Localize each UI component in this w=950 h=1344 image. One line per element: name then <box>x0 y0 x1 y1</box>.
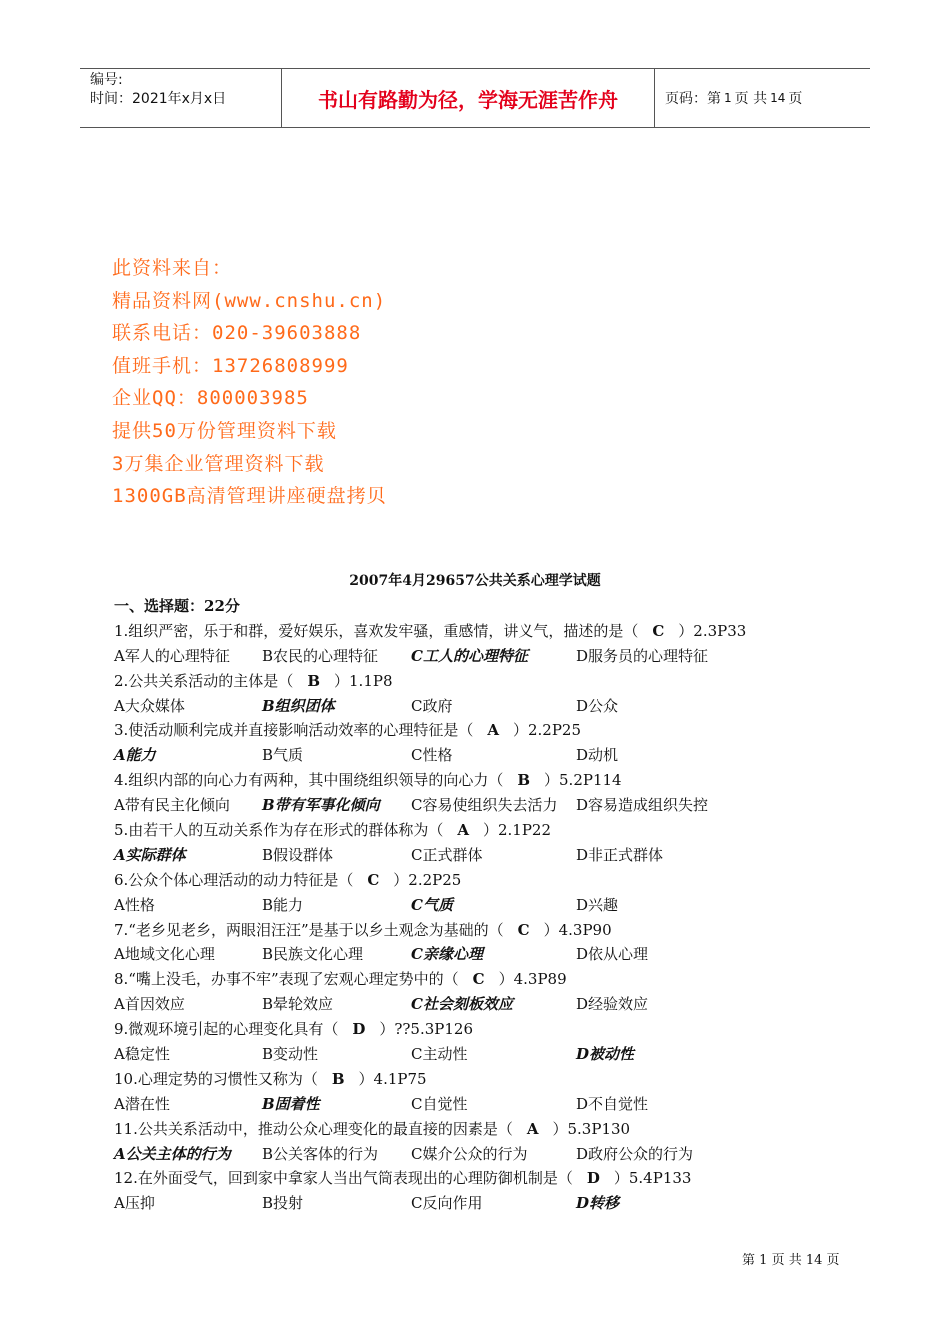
option-row <box>114 743 854 768</box>
option: D兴趣 <box>576 895 619 914</box>
option: B变动性 <box>262 1045 319 1064</box>
option-correct: C社会刻板效应 <box>411 995 513 1014</box>
page-total: 14 <box>770 91 786 105</box>
question-reference: ）5.2P114 <box>544 771 622 790</box>
question-reference: ）2.3P33 <box>678 621 747 640</box>
page-header <box>80 68 870 128</box>
question-stem <box>114 818 854 843</box>
question-text: 5.由若干人的互动关系作为存在形式的群体称为（ <box>114 821 444 840</box>
option-correct: D被动性 <box>576 1045 635 1064</box>
section-heading: 一、选择题：22分 <box>114 597 240 615</box>
question-stem <box>114 1117 854 1142</box>
promo-line: 企业QQ：800003985 <box>112 387 309 410</box>
option-row <box>114 843 854 868</box>
option-correct: C亲缘心理 <box>411 945 483 964</box>
question-reference: ）2.2P25 <box>393 870 462 889</box>
question-stem <box>114 768 854 793</box>
option-correct: B固着性 <box>262 1094 320 1113</box>
question-text: 8.“嘴上没毛，办事不牢”表现了宏观心理定势中的（ <box>114 970 459 989</box>
footer-suffix: 页 <box>826 1253 840 1268</box>
header-motto: 书山有路勤为径，学海无涯苦作舟 <box>282 69 655 127</box>
footer-total: 14 <box>805 1253 823 1268</box>
option: B晕轮效应 <box>262 995 334 1014</box>
question-text: 12.在外面受气，回到家中拿家人当出气筒表现出的心理防御机制是（ <box>114 1169 573 1188</box>
option: A军人的心理特征 <box>114 646 230 665</box>
header-meta <box>80 69 282 127</box>
question-reference: ）4.3P89 <box>498 970 567 989</box>
question-answer: D <box>586 1169 600 1188</box>
option: D依从心理 <box>576 945 649 964</box>
option-correct: A实际群体 <box>114 845 186 864</box>
question-stem <box>114 967 854 992</box>
question-reference: ）4.3P90 <box>543 920 612 939</box>
question-stem <box>114 619 854 644</box>
option-row <box>114 992 854 1017</box>
option: A稳定性 <box>114 1045 170 1064</box>
option-row <box>114 1042 854 1067</box>
question-answer: A <box>487 721 499 740</box>
question-answer: B <box>517 771 531 790</box>
question-text: 4.组织内部的向心力有两种，其中围绕组织领导的向心力（ <box>114 771 504 790</box>
question-answer: B <box>331 1069 345 1088</box>
question-answer: C <box>367 870 380 889</box>
option: B农民的心理特征 <box>262 646 379 665</box>
promo-line: 此资料来自： <box>112 257 233 279</box>
page-prefix: 页码：第 <box>665 91 721 107</box>
question-answer: A <box>457 821 469 840</box>
number-label: 编号: <box>90 72 123 88</box>
question-reference: ）1.1P8 <box>334 671 393 690</box>
footer-prefix: 第 <box>742 1253 756 1268</box>
option: C正式群体 <box>411 845 483 864</box>
option: D不自觉性 <box>576 1094 649 1113</box>
question-stem <box>114 1166 854 1191</box>
header-page-number <box>655 69 870 127</box>
option-row <box>114 893 854 918</box>
option-row <box>114 1191 854 1216</box>
question-answer: C <box>472 970 485 989</box>
option-row <box>114 644 854 669</box>
option: B公关客体的行为 <box>262 1144 379 1163</box>
question-reference: ）??5.3P126 <box>379 1020 474 1039</box>
page-mid: 页 共 <box>734 91 768 107</box>
page-current: 1 <box>724 91 732 105</box>
option-correct: A能力 <box>114 746 156 765</box>
question-text: 2.公共关系活动的主体是（ <box>114 671 294 690</box>
question-answer: D <box>352 1020 366 1039</box>
option: B假设群体 <box>262 845 334 864</box>
option-correct: C工人的心理特征 <box>411 646 528 665</box>
option: B投射 <box>262 1194 304 1213</box>
question-reference: ）4.1P75 <box>358 1069 427 1088</box>
option: D服务员的心理特征 <box>576 646 709 665</box>
option: C性格 <box>411 746 453 765</box>
promo-line: 1300GB高清管理讲座硬盘拷贝 <box>112 485 387 508</box>
footer-mid: 页 共 <box>771 1253 802 1268</box>
option-row <box>114 942 854 967</box>
question-list <box>114 619 854 1216</box>
option: A潜在性 <box>114 1094 170 1113</box>
question-stem <box>114 868 854 893</box>
option: A压抑 <box>114 1194 155 1213</box>
question-answer: A <box>526 1119 539 1138</box>
option: A带有民主化倾向 <box>114 796 230 815</box>
question-text: 11.公共关系活动中，推动公众心理变化的最直接的因素是（ <box>114 1119 513 1138</box>
exam-content <box>114 594 854 1216</box>
option: C反向作用 <box>411 1194 483 1213</box>
page-suffix: 页 <box>788 91 803 107</box>
option: B民族文化心理 <box>262 945 364 964</box>
option: C自觉性 <box>411 1094 468 1113</box>
option-correct: B带有军事化倾向 <box>262 796 380 815</box>
question-reference: ）2.2P25 <box>512 721 582 740</box>
option: C主动性 <box>411 1045 468 1064</box>
question-stem <box>114 1067 854 1092</box>
option-correct: D转移 <box>576 1194 620 1213</box>
option-row <box>114 1142 854 1167</box>
question-text: 7.“老乡见老乡，两眼泪汪汪”是基于以乡土观念为基础的（ <box>114 920 504 939</box>
promo-line: 值班手机：13726808999 <box>112 354 349 377</box>
question-text: 1.组织严密，乐于和群，爱好娱乐，喜欢发牢骚，重感情，讲义气，描述的是（ <box>114 621 639 640</box>
option-row <box>114 1092 854 1117</box>
option-row <box>114 694 854 719</box>
question-stem <box>114 718 854 743</box>
option: C容易使组织失去活力 <box>411 796 558 815</box>
question-stem <box>114 918 854 943</box>
question-reference: ）5.4P133 <box>613 1169 692 1188</box>
question-text: 6.公众个体心理活动的动力特征是（ <box>114 870 354 889</box>
page-footer <box>742 1249 840 1268</box>
question-text: 9.微观环境引起的心理变化具有（ <box>114 1020 339 1039</box>
option: B能力 <box>262 895 304 914</box>
question-answer: C <box>517 920 530 939</box>
option: D容易造成组织失控 <box>576 796 709 815</box>
option: A地域文化心理 <box>114 945 215 964</box>
option: D公众 <box>576 696 619 715</box>
option: A大众媒体 <box>114 696 185 715</box>
option: D经验效应 <box>576 995 649 1014</box>
question-reference: ）5.3P130 <box>552 1119 631 1138</box>
option: A首因效应 <box>114 995 185 1014</box>
question-text: 3.使活动顺利完成并直接影响活动效率的心理特征是（ <box>114 721 474 740</box>
option-row <box>114 793 854 818</box>
option: B气质 <box>262 746 304 765</box>
option-correct: C气质 <box>411 895 453 914</box>
option-correct: A公关主体的行为 <box>114 1144 231 1163</box>
option-correct: B组织团体 <box>262 696 335 715</box>
question-answer: B <box>307 671 321 690</box>
question-stem <box>114 669 854 694</box>
option: D动机 <box>576 746 619 765</box>
footer-current: 1 <box>759 1253 768 1268</box>
option: D政府公众的行为 <box>576 1144 694 1163</box>
promo-line: 精品资料网(www.cnshu.cn) <box>112 289 387 312</box>
question-answer: C <box>652 621 665 640</box>
promo-line: 联系电话：020-39603888 <box>112 322 362 345</box>
question-reference: ）2.1P22 <box>482 821 552 840</box>
option: C媒介公众的行为 <box>411 1144 528 1163</box>
promo-block <box>112 252 387 513</box>
exam-title: 2007年4月29657公共关系心理学试题 <box>349 573 601 589</box>
promo-line: 提供50万份管理资料下载 <box>112 419 337 442</box>
option: D非正式群体 <box>576 845 664 864</box>
option: A性格 <box>114 895 155 914</box>
promo-line: 3万集企业管理资料下载 <box>112 452 325 475</box>
question-text: 10.心理定势的习惯性又称为（ <box>114 1069 318 1088</box>
time-label: 时间：2021年x月x日 <box>90 91 227 107</box>
question-stem <box>114 1017 854 1042</box>
option: C政府 <box>411 696 453 715</box>
